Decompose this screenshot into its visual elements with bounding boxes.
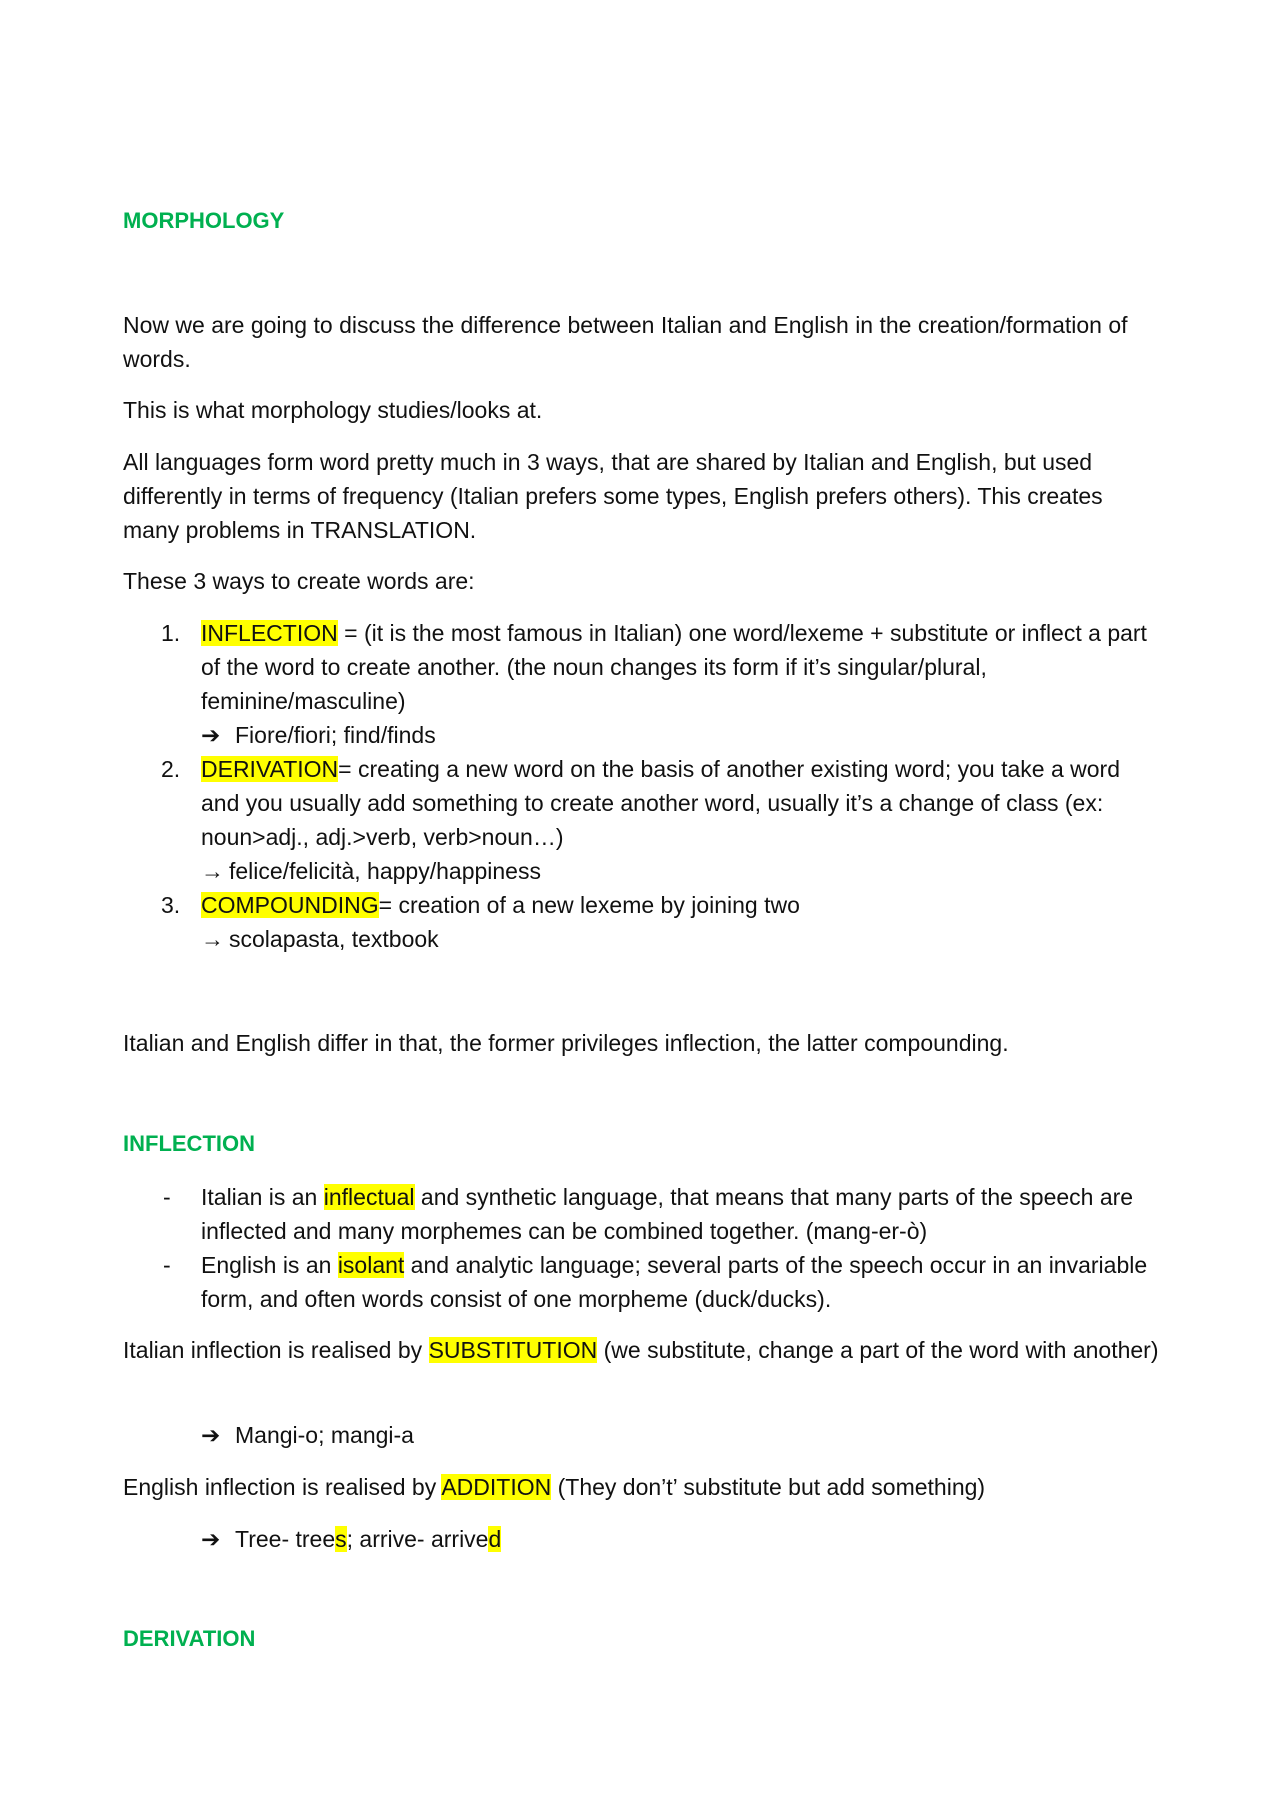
example-text: Mangi-o; mangi-a: [235, 1422, 414, 1448]
example-line: [201, 718, 1163, 752]
inflection-heading: INFLECTION: [123, 1131, 255, 1156]
intro-paragraph-4: These 3 ways to create words are:: [123, 568, 475, 594]
example-line: [201, 854, 1163, 888]
paragraph-text: English inflection is realised by: [123, 1474, 442, 1500]
example-text: ; arrive- arrive: [346, 1526, 489, 1552]
list-item: [123, 1180, 1163, 1248]
list-number: 3.: [161, 892, 181, 918]
term-highlight: inflectual: [323, 1184, 415, 1210]
suffix-highlight: s: [335, 1526, 347, 1552]
term-highlight: SUBSTITUTION: [428, 1337, 598, 1363]
bullet-text: and synthetic language, that means that many parts of the speech are inflected and many morphemes can be combined together. (mang-er-ò): [201, 1184, 1134, 1244]
paragraph-text: Italian inflection is realised by: [123, 1337, 429, 1363]
word-formation-list: [123, 616, 1163, 956]
term-highlight: DERIVATION: [201, 756, 339, 782]
intro-paragraph-1: Now we are going to discuss the difference between Italian and English in the creation/formation of words.: [123, 312, 1128, 372]
morphology-heading: MORPHOLOGY: [123, 208, 285, 233]
summary-paragraph: Italian and English differ in that, the former privileges inflection, the latter compounding.: [123, 1030, 1009, 1056]
term-highlight: INFLECTION: [201, 620, 338, 646]
list-item: [123, 888, 1163, 956]
arrow-icon: →: [201, 858, 224, 884]
example-line: [201, 922, 1163, 956]
example-text: felice/felicità, happy/happiness: [229, 858, 541, 884]
arrow-icon: ➔: [201, 1526, 221, 1552]
list-item: [123, 752, 1163, 888]
intro-paragraph-2: This is what morphology studies/looks at.: [123, 397, 543, 423]
italian-inflection-paragraph: [123, 1333, 1163, 1367]
suffix-highlight: d: [488, 1526, 502, 1552]
inflection-bullet-list: [123, 1180, 1163, 1316]
italian-example-line: [201, 1418, 414, 1452]
arrow-icon: →: [201, 926, 224, 952]
paragraph-text: (we substitute, change a part of the word with another): [597, 1337, 1159, 1363]
list-item-text: = creating a new word on the basis of another existing word; you take a word and you usually add something to create another word, usually it’s a change of class (ex: noun>adj., adj.>verb, verb>noun…): [201, 756, 1120, 850]
arrow-icon: ➔: [201, 722, 221, 748]
list-item-text: = creation of a new lexeme by joining two: [378, 892, 800, 918]
list-number: 1.: [161, 620, 181, 646]
english-example-line: [201, 1522, 501, 1556]
bullet-text: Italian is an: [201, 1184, 324, 1210]
paragraph-text: (They don’t’ substitute but add something): [551, 1474, 986, 1500]
term-highlight: isolant: [337, 1252, 405, 1278]
example-text: scolapasta, textbook: [229, 926, 439, 952]
english-inflection-paragraph: [123, 1470, 1163, 1504]
derivation-heading: DERIVATION: [123, 1626, 256, 1651]
example-text: Fiore/fiori; find/finds: [235, 722, 436, 748]
arrow-icon: ➔: [201, 1422, 221, 1448]
bullet-text: English is an: [201, 1252, 338, 1278]
term-highlight: COMPOUNDING: [201, 892, 379, 918]
intro-paragraph-3: All languages form word pretty much in 3 ways, that are shared by Italian and English, but used differently in terms of frequency (Italian prefers some types, English prefers others). This creates many problems in TRANSLATION.: [123, 449, 1103, 543]
list-number: 2.: [161, 756, 181, 782]
bullet-dash: -: [163, 1184, 171, 1210]
list-item: [123, 1248, 1163, 1316]
bullet-dash: -: [163, 1252, 171, 1278]
example-text: Tree- tree: [235, 1526, 336, 1552]
list-item-text: = (it is the most famous in Italian) one word/lexeme + substitute or inflect a part of the word to create another. (the noun changes its form if it’s singular/plural, feminine/masculine): [201, 620, 1147, 714]
list-item: [123, 616, 1163, 752]
bullet-text: and analytic language; several parts of the speech occur in an invariable form, and often words consist of one morpheme (duck/ducks).: [201, 1252, 1148, 1312]
term-highlight: ADDITION: [441, 1474, 552, 1500]
